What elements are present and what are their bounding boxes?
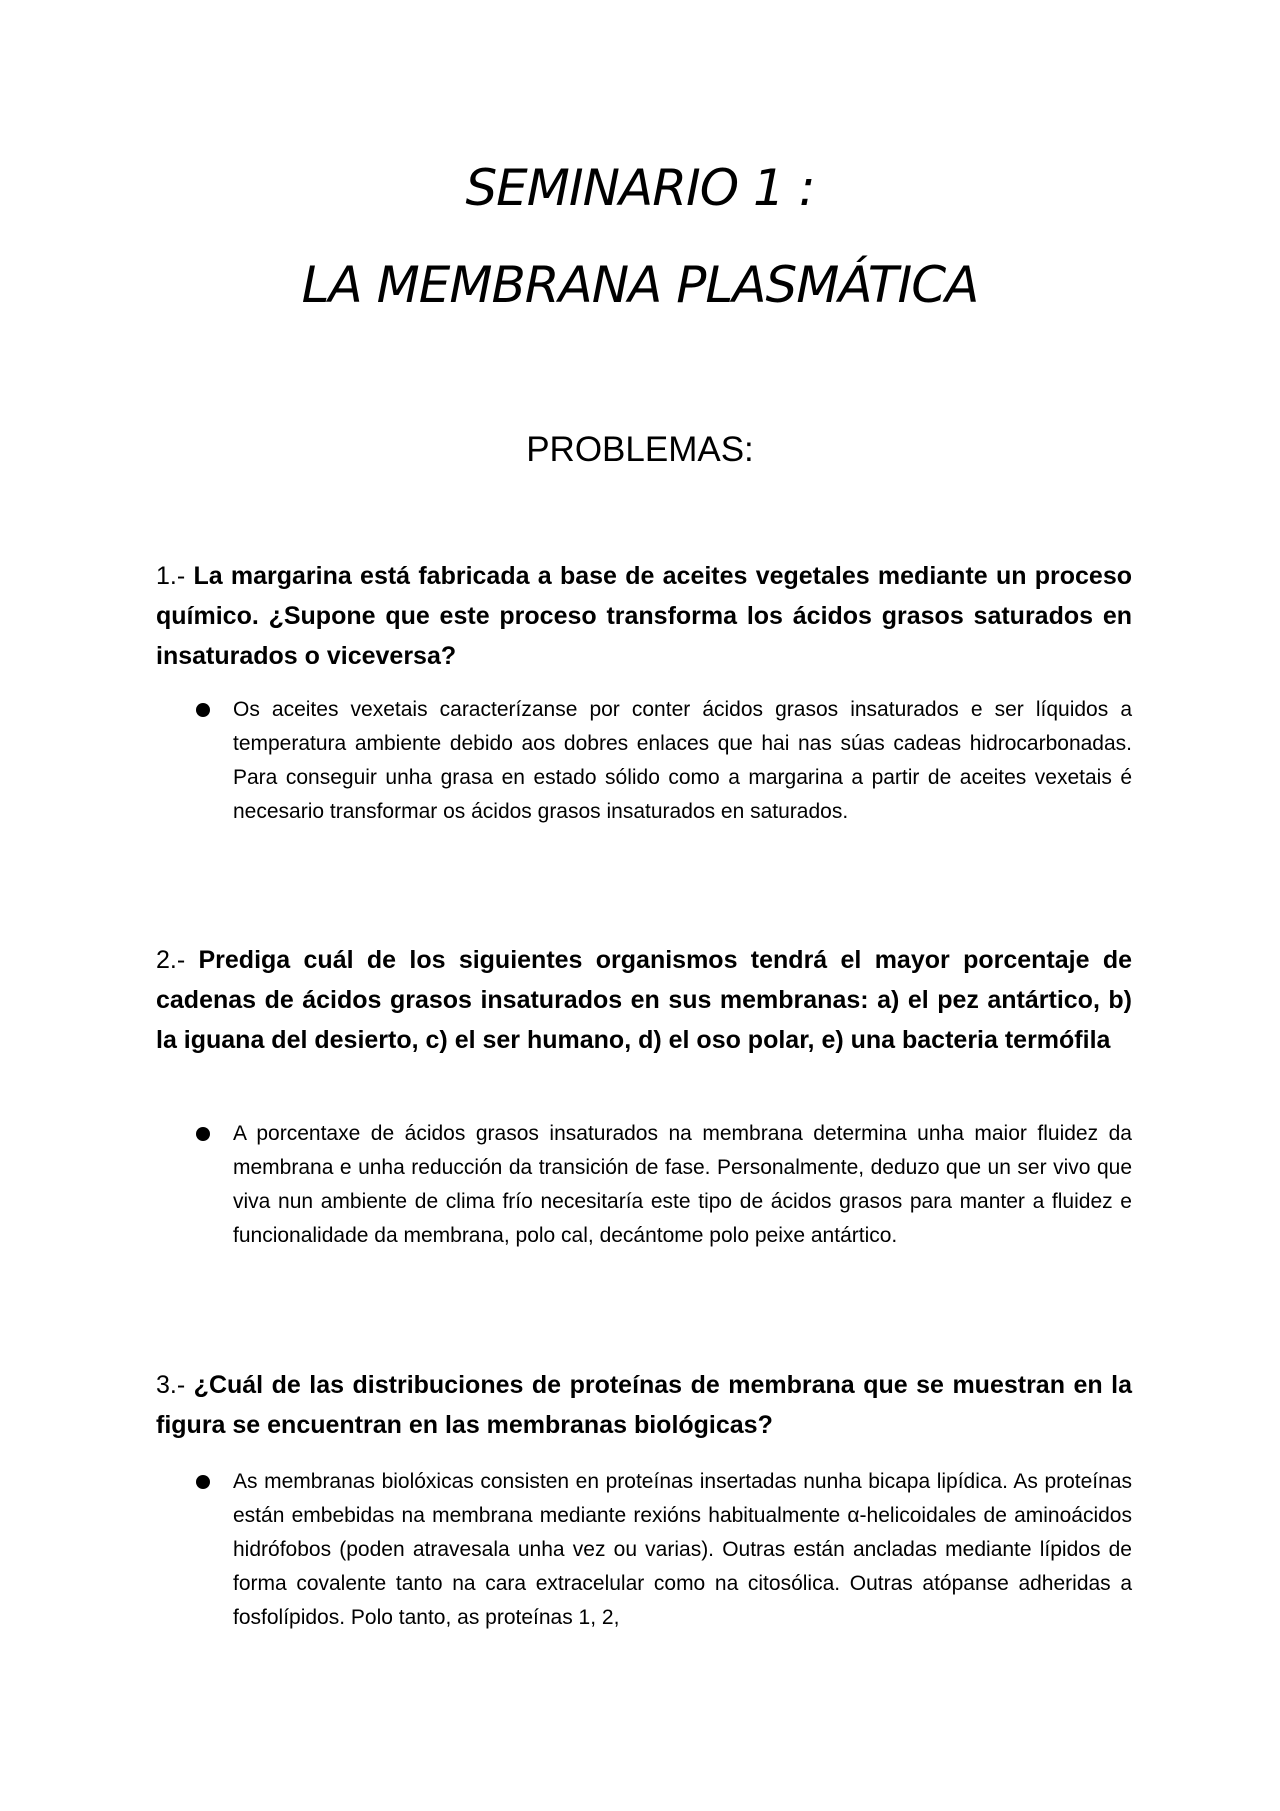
answer-1: Os aceites vexetais caracterízanse por conter ácidos grasos insaturados e ser líquidos a temperatura ambiente debido aos dobres enlaces que hai nas súas cadeas hidrocarbonadas. Para conseguir unha grasa en estado sólido como a margarina a partir de aceites vexetais é necesario transformar os ácidos grasos insaturados en saturados. [233,698,1132,823]
answer-3: As membranas biolóxicas consisten en proteínas insertadas nunha bicapa lipídica. As proteínas están embebidas na membrana mediante rexións habitualmente α-helicoidales de aminoácidos hidrófobos (poden atravesala unha vez ou varias). Outras están ancladas mediante lípidos de forma covalente tanto na cara extracelular como na citosólica. Outras atópanse adheridas a fosfolípidos. Polo tanto, as proteínas 1, 2, [233,1470,1132,1629]
document-title-line-1: SEMINARIO 1 : [465,159,815,217]
question-3-number: 3.- [156,1371,194,1399]
question-1-number: 1.- [156,562,194,590]
question-1-text: La margarina está fabricada a base de aceites vegetales mediante un proceso químico. ¿Supone que este proceso transforma los ácidos grasos saturados en insaturados o viceversa? [156,562,1132,670]
answer-2: A porcentaxe de ácidos grasos insaturados na membrana determina unha maior fluidez da membrana e unha reducción da transición de fase. Personalmente, deduzo que un ser vivo que viva nun ambiente de clima frío necesitaría este tipo de ácidos grasos para manter a fluidez e funcionalidade da membrana, polo cal, decántome polo peixe antártico. [233,1122,1132,1247]
bullet-icon [196,703,210,717]
document-title-line-2: LA MEMBRANA PLASMÁTICA [301,256,979,314]
question-2 [156,940,1132,1060]
bullet-icon [196,1475,210,1489]
question-3 [156,1365,1132,1445]
question-2-text: Prediga cuál de los siguientes organismos tendrá el mayor porcentaje de cadenas de ácidos grasos insaturados en sus membranas: a) el pez antártico, b) la iguana del desierto, c) el ser humano, d) el oso polar, e) una bacteria termófila [156,946,1132,1054]
bullet-icon [196,1127,210,1141]
question-2-number: 2.- [156,946,199,974]
question-1 [156,556,1132,676]
section-heading: PROBLEMAS: [526,430,754,469]
question-3-text: ¿Cuál de las distribuciones de proteínas de membrana que se muestran en la figura se encuentran en las membranas biológicas? [156,1371,1132,1439]
